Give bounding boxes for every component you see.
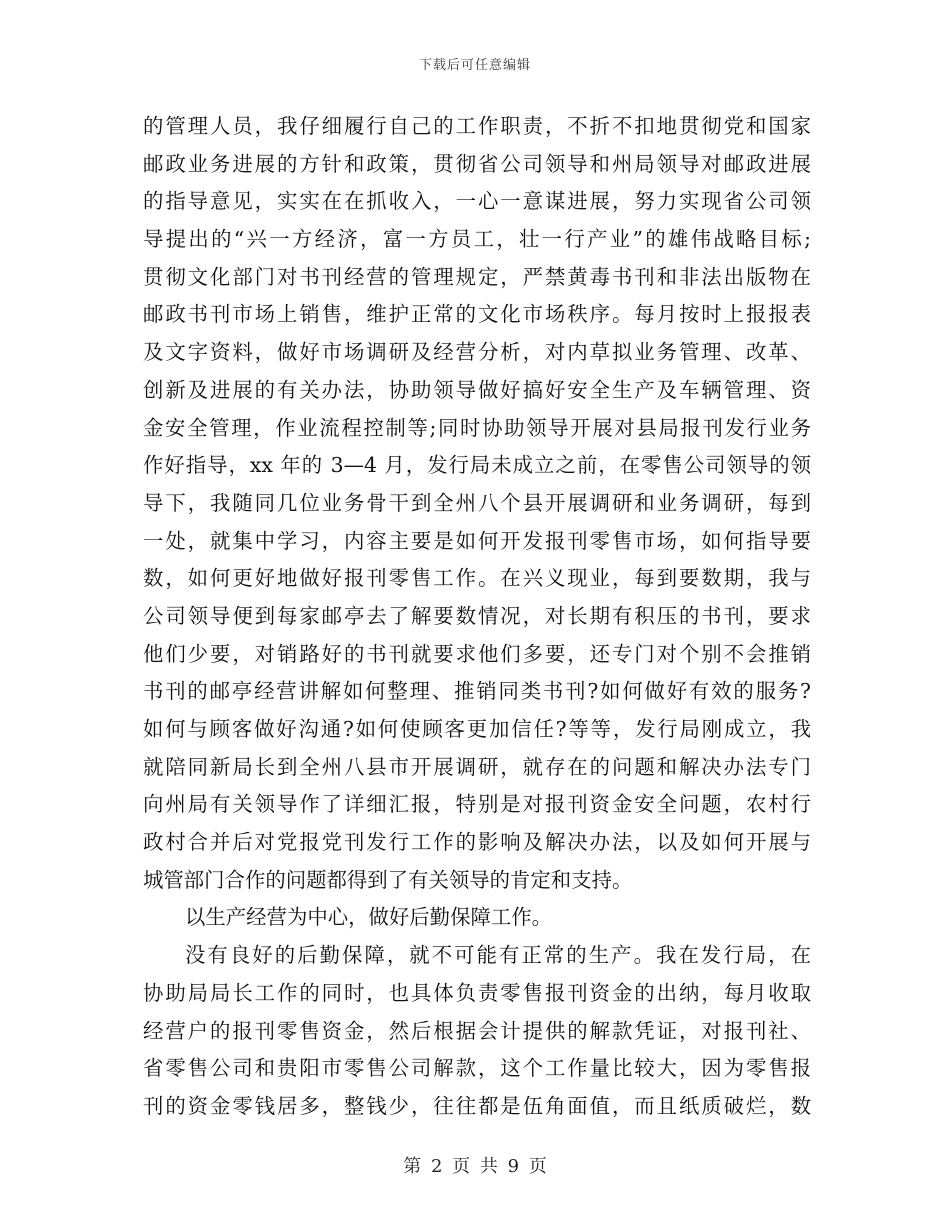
body-line: 协助局局长工作的同时，也具体负责零售报刊资金的出纳，每月收取 — [143, 980, 811, 1005]
body-line: 就陪同新局长到全州八县市开展调研，就存在的问题和解决办法专门 — [143, 754, 811, 779]
body-line: 省零售公司和贵阳市零售公司解款，这个工作量比较大，因为零售报 — [143, 1056, 811, 1081]
body-line: 的指导意见，实实在在抓收入，一心一意谋进展，努力实现省公司领 — [143, 189, 811, 214]
page-header: 下载后可任意编辑 — [418, 58, 531, 73]
body-line: 刊的资金零钱居多，整钱少，往往都是伍角面值，而且纸质破烂，数 — [143, 1093, 811, 1118]
body-line: 创新及进展的有关办法，协助领导做好搞好安全生产及车辆管理、资 — [143, 377, 811, 402]
document-body — [143, 108, 811, 1126]
body-line: 经营户的报刊零售资金，然后根据会计提供的解款凭证，对报刊社、 — [143, 1018, 811, 1043]
body-line: 政村合并后对党报党刊发行工作的影响及解决办法，以及如何开展与 — [143, 830, 811, 855]
body-line: 他们少要，对销路好的书刊就要求他们多要，还专门对个别不会推销 — [143, 641, 811, 666]
body-line: 邮政书刊市场上销售，维护正常的文化市场秩序。每月按时上报报表 — [143, 302, 811, 327]
body-line: 作好指导，xx 年的 3—4 月，发行局未成立之前，在零售公司领导的领 — [143, 453, 811, 478]
body-line: 及文字资料，做好市场调研及经营分析，对内草拟业务管理、改革、 — [143, 340, 811, 365]
body-line: 导提出的“兴一方经济，富一方员工，壮一行产业”的雄伟战略目标; — [143, 227, 811, 252]
body-line: 城管部门合作的问题都得到了有关领导的肯定和支持。 — [143, 867, 633, 892]
body-line: 公司领导便到每家邮亭去了解要数情况，对长期有积压的书刊，要求 — [143, 603, 811, 628]
body-line: 数，如何更好地做好报刊零售工作。在兴义现业，每到要数期，我与 — [143, 566, 811, 591]
body-line: 没有良好的后勤保障，就不可能有正常的生产。我在发行局，在 — [185, 943, 811, 968]
page-number-footer: 第 2 页 共 9 页 — [403, 1156, 547, 1177]
body-line: 向州局有关领导作了详细汇报，特别是对报刊资金安全问题，农村行 — [143, 792, 811, 817]
body-line: 的管理人员，我仔细履行自己的工作职责，不折不扣地贯彻党和国家 — [143, 114, 811, 138]
body-line: 金安全管理，作业流程控制等;同时协助领导开展对县局报刊发行业务 — [143, 415, 811, 440]
body-line: 邮政业务进展的方针和政策，贯彻省公司领导和州局领导对邮政进展 — [143, 151, 811, 176]
body-line: 贯彻文化部门对书刊经营的管理规定，严禁黄毒书刊和非法出版物在 — [143, 264, 811, 289]
body-line: 一处，就集中学习，内容主要是如何开发报刊零售市场，如何指导要 — [143, 528, 811, 553]
section-heading: 以生产经营为中心，做好后勤保障工作。 — [185, 905, 553, 930]
body-line: 书刊的邮亭经营讲解如何整理、推销同类书刊?如何做好有效的服务? — [143, 679, 811, 704]
body-line: 如何与顾客做好沟通?如何使顾客更加信任?等等，发行局刚成立，我 — [143, 717, 811, 741]
body-line: 导下，我随同几位业务骨干到全州八个县开展调研和业务调研，每到 — [143, 490, 811, 515]
